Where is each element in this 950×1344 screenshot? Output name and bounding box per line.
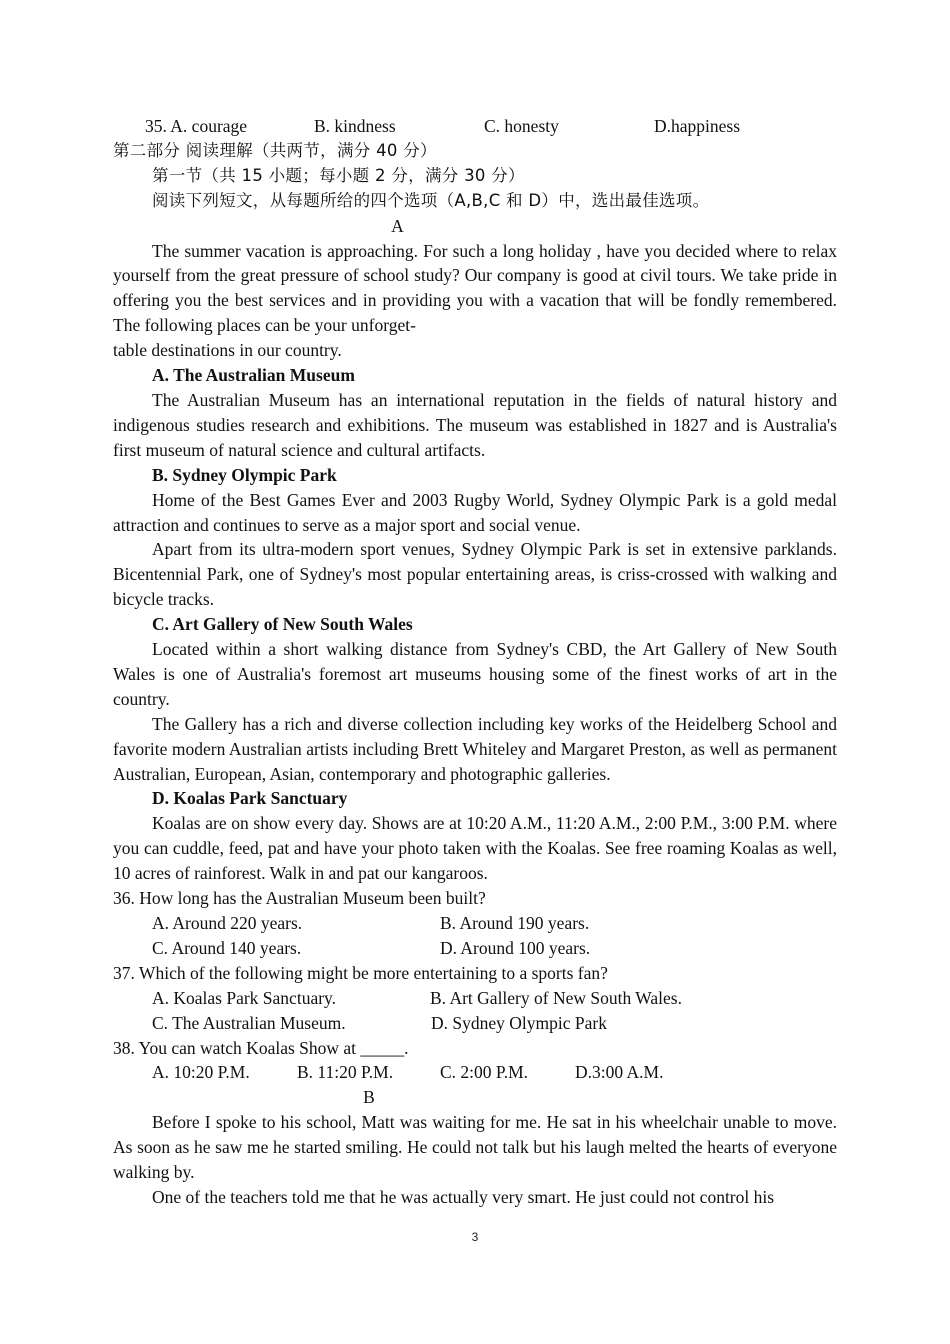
passage-a-intro: The summer vacation is approaching. For such a long holiday , have you decided where to relax yourself from the great pressure of school study? Our company is good at civil tours. We take pride in offering you the best services and in providing you with a vacation that will be fondly remembered. The following places can be your unforget- [113, 240, 837, 336]
para-art-gallery-1: Located within a short walking distance from Sydney's CBD, the Art Gallery of New South Wales is one of Australia's foremost art museums housing some of the finest works of art in the country. [113, 639, 837, 709]
q36-options-row1 [113, 911, 837, 936]
q35-options [113, 114, 837, 139]
q37-stem: 37. Which of the following might be more entertaining to a sports fan? [113, 962, 608, 983]
passage-a-intro-cont: table destinations in our country. [113, 340, 342, 361]
passage-a-label: A [391, 215, 404, 236]
q36-option-d: D. Around 100 years. [440, 937, 591, 958]
q37-option-a: A. Koalas Park Sanctuary. [152, 987, 337, 1008]
q35-option-d: D.happiness [654, 116, 741, 136]
q38-option-a: A. 10:20 P.M. [152, 1062, 250, 1083]
q37-option-c: C. The Australian Museum. [152, 1012, 346, 1033]
q37-options-row1 [113, 986, 837, 1011]
heading-art-gallery: C. Art Gallery of New South Wales [152, 614, 413, 635]
page-content [113, 114, 837, 1210]
q38-option-d: D.3:00 A.M. [575, 1062, 664, 1083]
q36-option-b: B. Around 190 years. [440, 913, 590, 933]
para-olympic-park-1: Home of the Best Games Ever and 2003 Rugby World, Sydney Olympic Park is a gold medal attraction and continues to serve as a major sport and social venue. [113, 489, 837, 535]
para-australian-museum: The Australian Museum has an international reputation in the fields of natural history and indigenous studies research and exhibitions. The museum was established in 1827 and is Australia's first museum of natural science and cultural artifacts. [113, 389, 837, 460]
heading-australian-museum: A. The Australian Museum [152, 365, 355, 386]
q36-option-c: C. Around 140 years. [152, 937, 302, 958]
q37-options-row2 [113, 1011, 837, 1036]
para-koalas-park: Koalas are on show every day. Shows are at 10:20 A.M., 11:20 A.M., 2:00 P.M., 3:00 P.M. where you can cuddle, feed, pat and have your photo taken with the Koalas. See free roaming Koalas as well, 10 acres of rainforest. Walk in and pat our kangaroos. [113, 813, 837, 884]
q38-option-b: B. 11:20 P.M. [297, 1062, 394, 1083]
q38-option-c: C. 2:00 P.M. [440, 1062, 529, 1083]
q37-option-b: B. Art Gallery of New South Wales. [430, 987, 682, 1008]
para-art-gallery-2: The Gallery has a rich and diverse collection including key works of the Heidelberg School and favorite modern Australian artists including Brett Whiteley and Margaret Preston, as well as permanent Australian, European, Asian, contemporary and photographic galleries. [113, 713, 837, 784]
q36-options-row2 [113, 936, 837, 961]
passage-b-label: B [363, 1087, 375, 1108]
para-olympic-park-2: Apart from its ultra-modern sport venues, Sydney Olympic Park is set in extensive parklands. Bicentennial Park, one of Sydney's most popular entertaining areas, is criss-crossed with walking and bicycle tracks. [113, 539, 837, 610]
page-number: 3 [471, 1230, 479, 1244]
passage-b-para-1: Before I spoke to his school, Matt was waiting for me. He sat in his wheelchair unable to move. As soon as he saw me he started smiling. He could not talk but his laugh melted the hearts of everyone walking by. [113, 1112, 837, 1183]
q35-option-b: B. kindness [314, 116, 396, 136]
q36-stem: 36. How long has the Australian Museum been built? [113, 888, 486, 909]
passage-b-para-2: One of the teachers told me that he was actually very smart. He just could not control his [152, 1186, 775, 1207]
q37-option-d: D. Sydney Olympic Park [431, 1012, 607, 1033]
heading-sydney-olympic-park: B. Sydney Olympic Park [152, 464, 337, 485]
section1-header: 第一节（共 15 小题；每小题 2 分，满分 30 分） [152, 165, 525, 185]
q36-option-a: A. Around 220 years. [152, 913, 303, 933]
q38-options [113, 1060, 837, 1085]
heading-koalas-park: D. Koalas Park Sanctuary [152, 788, 348, 809]
q38-stem: 38. You can watch Koalas Show at _____. [113, 1037, 409, 1058]
part2-header: 第二部分 阅读理解（共两节，满分 40 分） [113, 140, 437, 160]
instruction: 阅读下列短文，从每题所给的四个选项（A,B,C 和 D）中，选出最佳选项。 [152, 190, 710, 210]
q35-option-a: 35. A. courage [145, 116, 248, 136]
q35-option-c: C. honesty [484, 116, 559, 136]
